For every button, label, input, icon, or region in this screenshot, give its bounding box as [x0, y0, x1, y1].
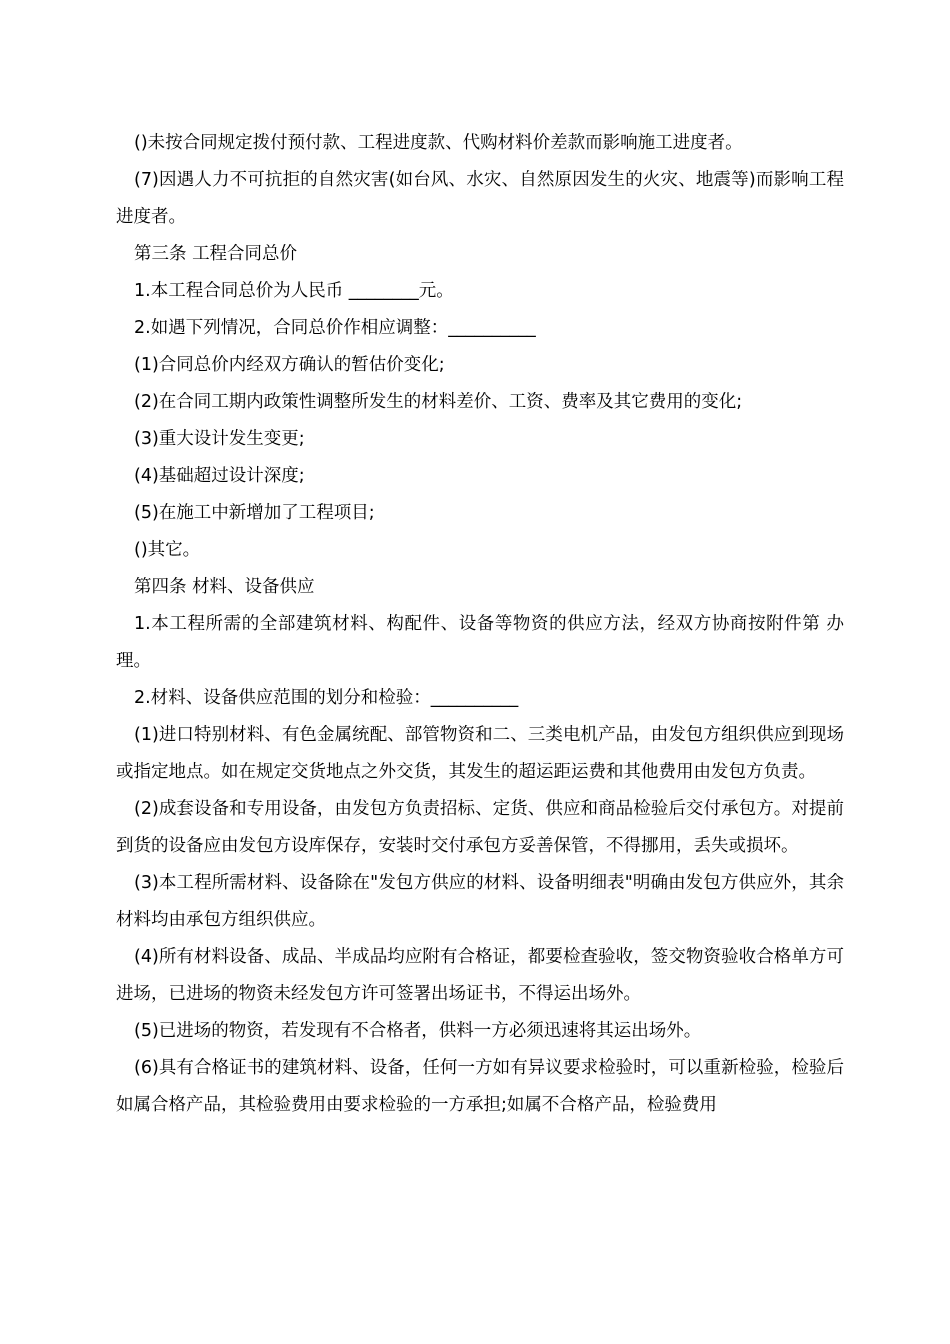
list-item: (4)基础超过设计深度;: [134, 466, 305, 486]
document-page: [116, 125, 844, 1124]
list-item: (5)已进场的物资，若发现有不合格者，供料一方必须迅速将其运出场外。: [134, 1021, 702, 1041]
list-item: ()其它。: [134, 540, 201, 560]
paragraph-supply-method: 1.本工程所需的全部建筑材料、构配件、设备等物资的供应方法，经双方协商按附件第 办理。: [116, 614, 844, 671]
list-item: (5)在施工中新增加了工程项目;: [134, 503, 375, 523]
paragraph-force-majeure: (7)因遇人力不可抗拒的自然灾害(如台风、水灾、自然原因发生的火灾、地震等)而影响工程进度者。: [116, 170, 844, 227]
list-item: (4)所有材料设备、成品、半成品均应附有合格证，都要检查验收，签交物资验收合格单方可进场，已进场的物资未经发包方许可签署出场证书，不得运出场外。: [116, 947, 844, 1004]
list-item: (3)重大设计发生变更;: [134, 429, 305, 449]
list-item: (6)具有合格证书的建筑材料、设备，任何一方如有异议要求检验时，可以重新检验，检验后如属合格产品，其检验费用由要求检验的一方承担;如属不合格产品，检验费用: [116, 1058, 844, 1115]
list-item: (1)合同总价内经双方确认的暂估价变化;: [134, 355, 445, 375]
paragraph-price-adjustment: 2.如遇下列情况，合同总价作相应调整：__________: [134, 318, 536, 338]
list-item: (3)本工程所需材料、设备除在"发包方供应的材料、设备明细表"明确由发包方供应外，其余材料均由承包方组织供应。: [116, 873, 844, 930]
article-3-heading: 第三条 工程合同总价: [134, 244, 298, 264]
list-item: (1)进口特别材料、有色金属统配、部管物资和二、三类电机产品，由发包方组织供应到现场或指定地点。如在规定交货地点之外交货，其发生的超运距运费和其他费用由发包方负责。: [116, 725, 844, 782]
paragraph-delay-payment: ()未按合同规定拨付预付款、工程进度款、代购材料价差款而影响施工进度者。: [134, 133, 743, 153]
paragraph-supply-scope: 2.材料、设备供应范围的划分和检验：__________: [134, 688, 519, 708]
article-4-heading: 第四条 材料、设备供应: [134, 577, 315, 597]
list-item: (2)在合同工期内政策性调整所发生的材料差价、工资、费率及其它费用的变化;: [134, 392, 743, 412]
list-item: (2)成套设备和专用设备，由发包方负责招标、定货、供应和商品检验后交付承包方。对提前到货的设备应由发包方设库保存，安装时交付承包方妥善保管，不得挪用，丢失或损坏。: [116, 799, 844, 856]
paragraph-total-price: 1.本工程合同总价为人民币 ________元。: [134, 281, 454, 301]
